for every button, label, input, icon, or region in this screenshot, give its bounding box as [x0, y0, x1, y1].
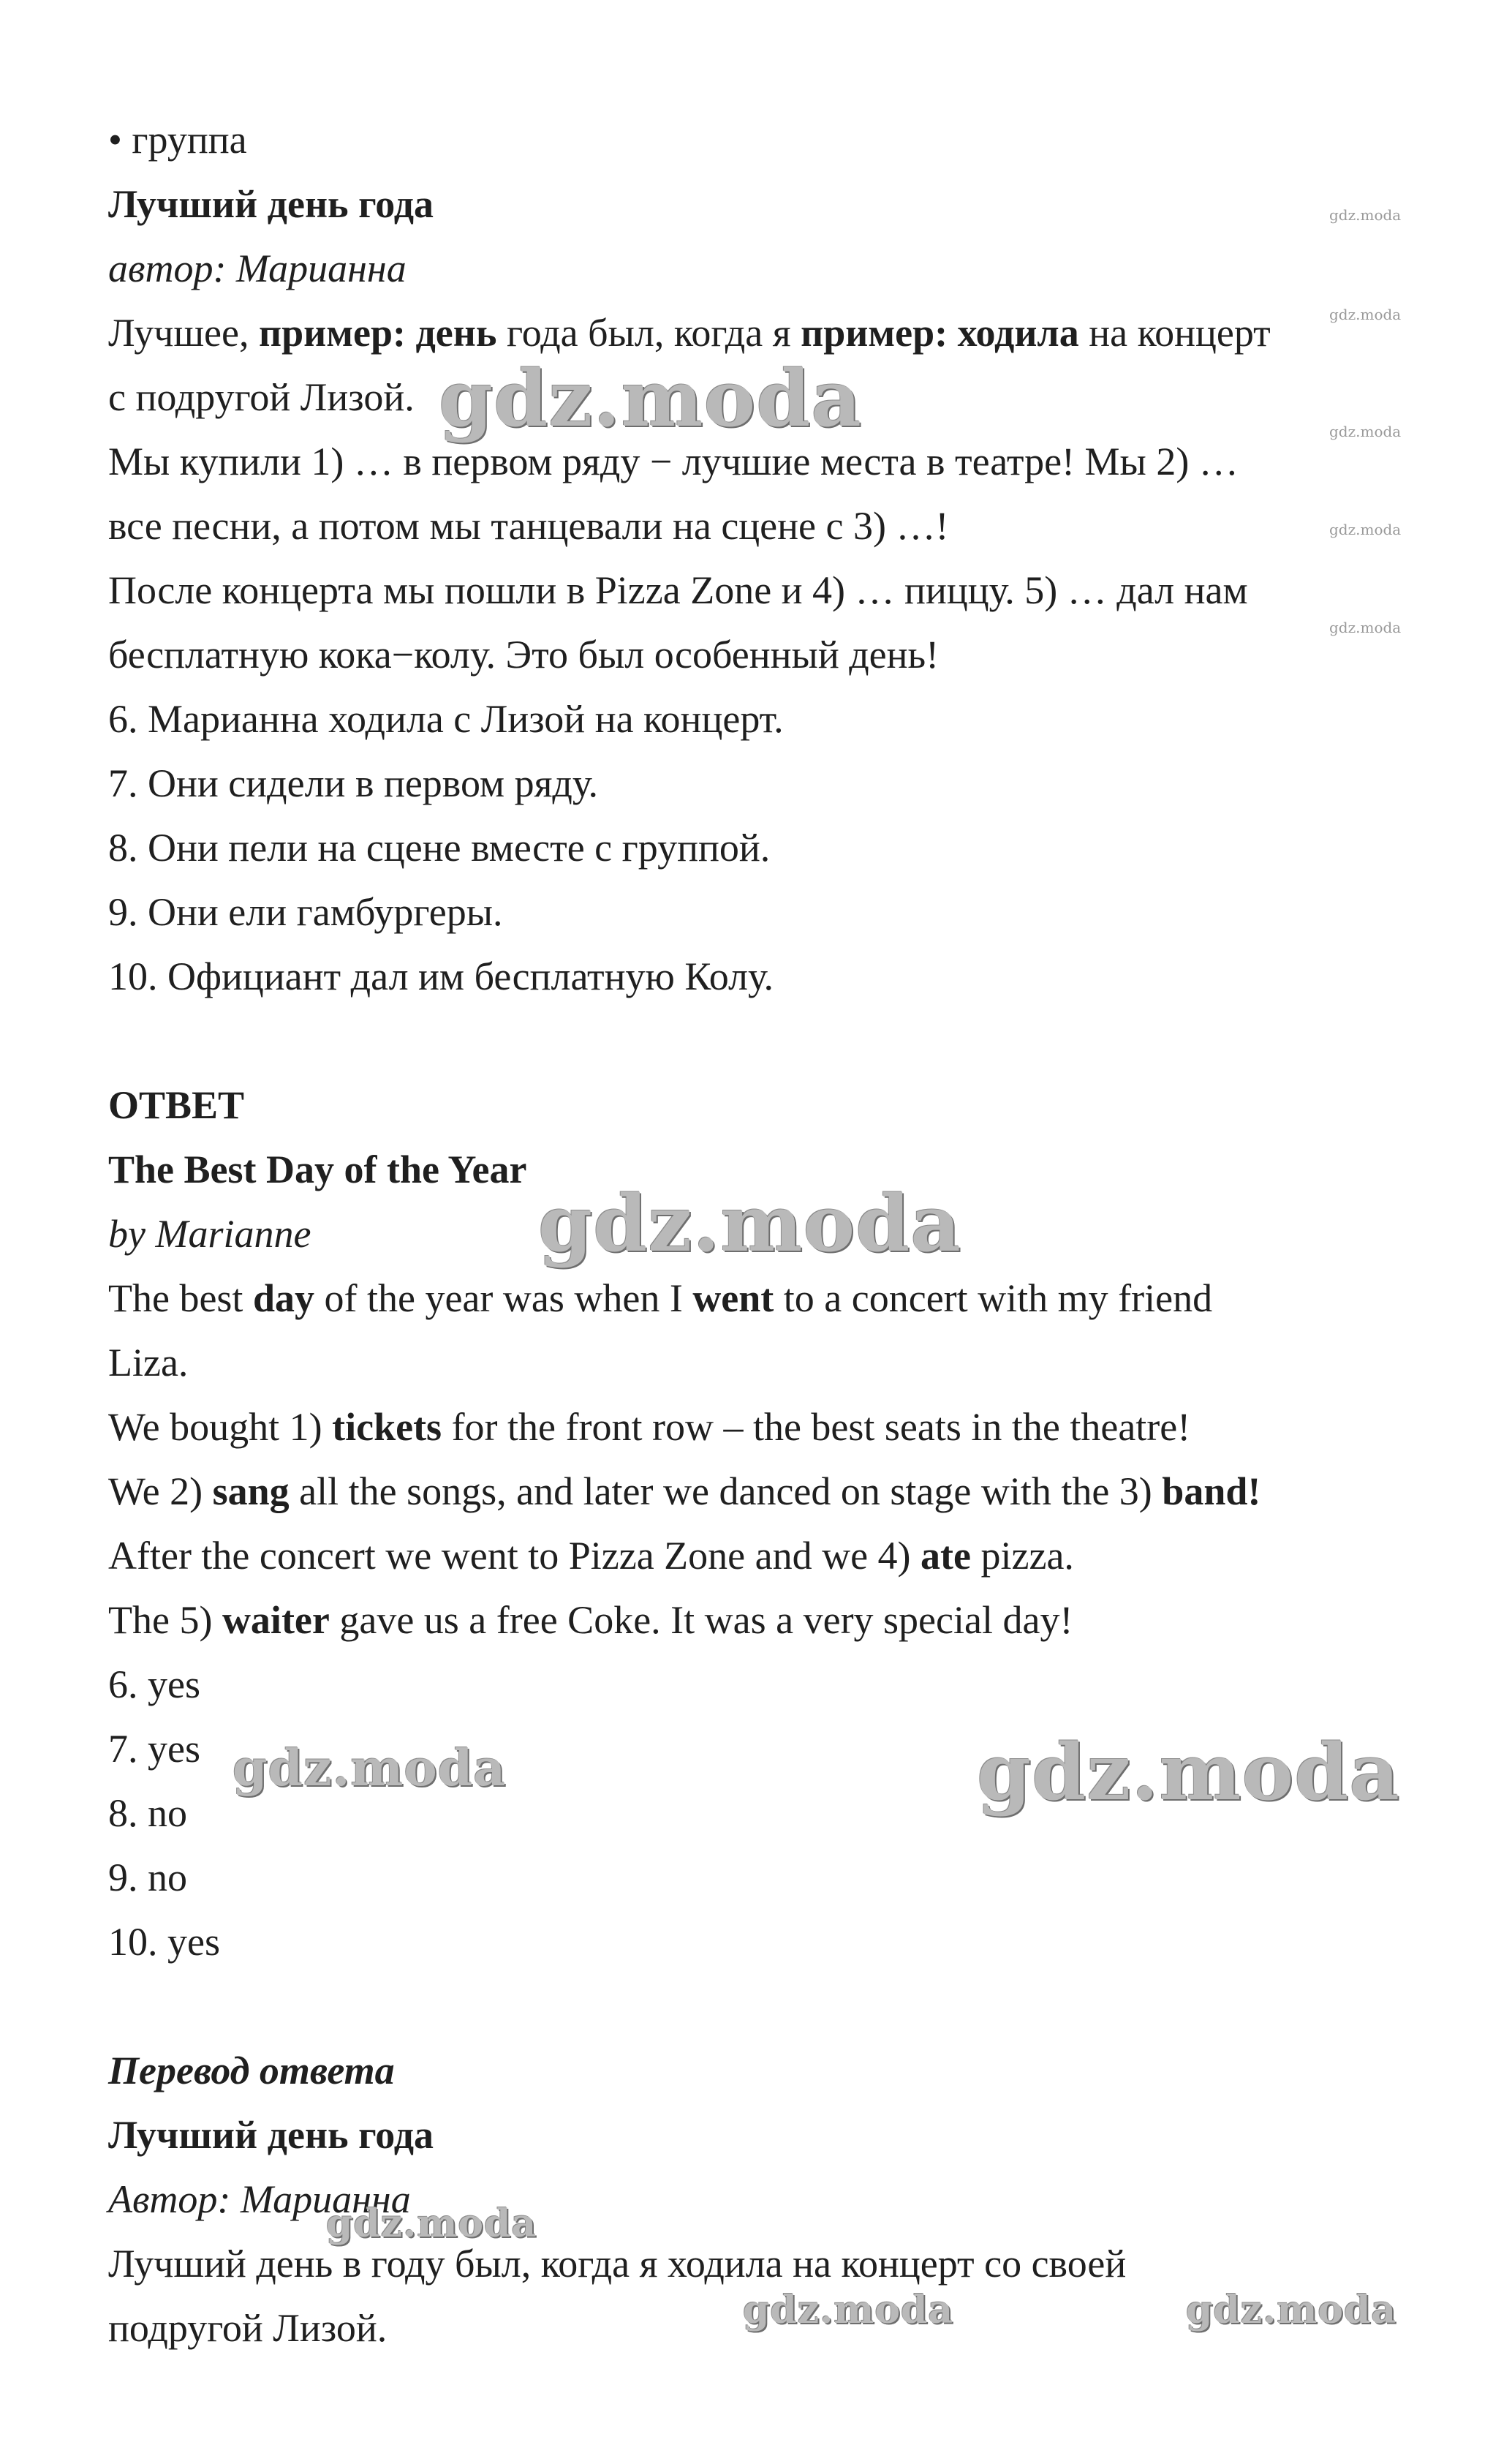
answer-word: sang: [212, 1469, 290, 1513]
answer-word: band!: [1162, 1469, 1261, 1513]
statement-9: 9. Они ели гамбургеры.: [108, 890, 503, 934]
watermark: gdz.moda: [743, 2288, 954, 2332]
text-run: We bought 1): [108, 1405, 333, 1449]
answer-item-7: 7. yes: [108, 1727, 200, 1771]
task-para2-line1: Мы купили 1) … в первом ряду − лучшие места в театре! Мы 2) …: [108, 440, 1239, 483]
answer-line4: [108, 1467, 1424, 1515]
text-run: на концерт: [1078, 311, 1271, 355]
answer-word: ate: [921, 1534, 971, 1578]
text-run: We 2): [108, 1469, 213, 1513]
task-author: автор: Марианна: [108, 246, 407, 290]
text-run: pizza.: [971, 1534, 1074, 1578]
task-para1: [108, 309, 1424, 357]
translation-line1: Лучший день в году был, когда я ходила на концерт со своей: [108, 2242, 1127, 2286]
task-para2-line2: все песни, а потом мы танцевали на сцене с 3) …!: [108, 504, 949, 548]
statement-7: 7. Они сидели в первом ряду.: [108, 761, 598, 805]
text-run: Лучшее,: [108, 311, 259, 355]
answer-line6: [108, 1596, 1424, 1644]
answer-item-10: 10. yes: [108, 1920, 220, 1964]
text-run: gave us a free Coke. It was a very special day!: [329, 1598, 1073, 1642]
watermark: gdz.moda: [1329, 521, 1402, 538]
text-run: года был, когда я: [496, 311, 801, 355]
translation-title: Лучший день года: [108, 2113, 434, 2157]
watermark: gdz.moda: [1186, 2288, 1397, 2332]
watermark: gdz.moda: [538, 1178, 961, 1269]
answer-item-9: 9. no: [108, 1855, 187, 1899]
answer-item-6: 6. yes: [108, 1662, 200, 1706]
translation-author: Автор: Марианна: [108, 2177, 411, 2221]
statement-8: 8. Они пели на сцене вместе с группой.: [108, 826, 771, 870]
statement-10: 10. Официант дал им бесплатную Колу.: [108, 954, 774, 998]
answer-word: waiter: [222, 1598, 330, 1642]
bullet-line: • группа: [108, 118, 247, 162]
task-para3-line2: бесплатную кока−колу. Это был особенный день!: [108, 633, 940, 677]
watermark: gdz.moda: [1329, 619, 1402, 636]
watermark: gdz.moda: [439, 353, 862, 444]
watermark: gdz.moda: [233, 1739, 507, 1798]
text-run: of the year was when I: [314, 1276, 693, 1320]
text-run: The best: [108, 1276, 253, 1320]
watermark: gdz.moda: [1329, 423, 1402, 440]
translation-heading: Перевод ответа: [108, 2049, 395, 2092]
answer-item-8: 8. no: [108, 1791, 187, 1835]
answer-line3: [108, 1403, 1424, 1451]
watermark: gdz.moda: [326, 2201, 537, 2246]
watermark: gdz.moda: [1329, 206, 1402, 224]
answer-line1: [108, 1274, 1424, 1322]
task-para1-cont: с подругой Лизой.: [108, 375, 415, 419]
statement-6: 6. Марианна ходила с Лизой на концерт.: [108, 697, 784, 741]
text-run: for the front row – the best seats in the theatre!: [442, 1405, 1191, 1449]
answer-word: tickets: [332, 1405, 442, 1449]
example-word: пример: ходила: [801, 311, 1079, 355]
answer-word: day: [252, 1276, 314, 1320]
watermark: gdz.moda: [977, 1726, 1400, 1817]
task-title: Лучший день года: [108, 182, 434, 226]
translation-line2: подругой Лизой.: [108, 2306, 388, 2350]
text-run: The 5): [108, 1598, 222, 1642]
answer-word: went: [692, 1276, 774, 1320]
task-para3-line1: После концерта мы пошли в Pizza Zone и 4) … пиццу. 5) … дал нам: [108, 568, 1248, 612]
answer-line2: Liza.: [108, 1341, 189, 1384]
watermark: gdz.moda: [1329, 306, 1402, 323]
text-run: all the songs, and later we danced on stage with the 3): [289, 1469, 1163, 1513]
answer-line5: [108, 1531, 1424, 1580]
answer-heading: ОТВЕТ: [108, 1083, 245, 1127]
text-run: to a concert with my friend: [774, 1276, 1213, 1320]
text-run: After the concert we went to Pizza Zone and we 4): [108, 1534, 921, 1578]
example-word: пример: день: [258, 311, 497, 355]
answer-title: The Best Day of the Year: [108, 1148, 527, 1191]
answer-author: by Marianne: [108, 1212, 311, 1256]
